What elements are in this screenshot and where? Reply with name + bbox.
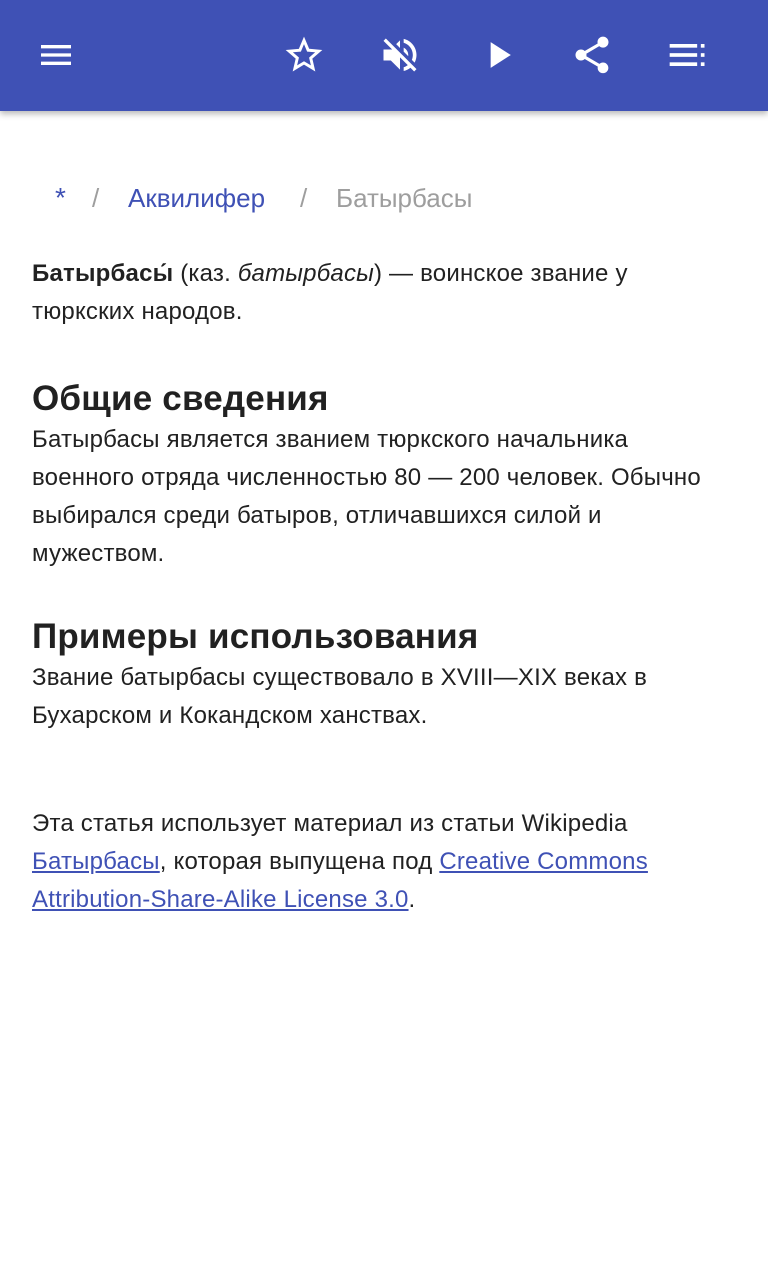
menu-icon — [36, 35, 76, 75]
breadcrumb-parent-link[interactable]: Аквилифер — [128, 183, 266, 213]
contents-button[interactable] — [658, 25, 718, 85]
breadcrumb-separator: / — [92, 183, 100, 213]
wikipedia-article-link[interactable]: Батырбасы — [32, 848, 160, 875]
license-text: Эта статья использует материал из статьи Wikipedia — [32, 810, 628, 837]
play-button[interactable] — [468, 25, 528, 85]
license-text: , которая выпущена под — [159, 848, 440, 875]
license-text: . — [408, 886, 416, 913]
article-term: Батырбасы́ — [32, 260, 174, 287]
breadcrumb-separator: / — [300, 183, 308, 213]
breadcrumb-root-link[interactable]: * — [55, 182, 66, 213]
share-button[interactable] — [562, 25, 622, 85]
star-outline-icon — [282, 33, 326, 77]
section-heading: Общие сведения — [32, 379, 329, 418]
license-notice — [32, 805, 736, 919]
license-link[interactable]: Creative Commons Attribution-Share-Alike License 3.0 — [32, 848, 648, 913]
breadcrumb-current: Батырбасы — [336, 183, 473, 213]
section-paragraph: Батырбасы является званием тюркского начальника военного отряда численностью 80 — 200 человек. Обычно выбирался среди батыров, отличавшихся силой и мужеством. — [32, 426, 701, 567]
menu-button[interactable] — [26, 25, 86, 85]
article-intro — [32, 255, 736, 331]
app-toolbar — [0, 0, 768, 111]
article-content — [32, 255, 736, 919]
favorite-button[interactable] — [274, 25, 334, 85]
breadcrumb — [0, 178, 768, 222]
mute-button[interactable] — [370, 25, 430, 85]
share-icon — [570, 33, 614, 77]
volume-off-icon — [378, 33, 422, 77]
section-paragraph: Звание батырбасы существовало в XVIII—XIX веках в Бухарском и Кокандском ханствах. — [32, 664, 648, 729]
play-icon — [476, 33, 520, 77]
playlist-icon — [666, 33, 710, 77]
kazakh-term: батырбасы — [237, 260, 374, 287]
intro-text: (каз. — [173, 260, 238, 287]
intro-text: ) — воинское звание у тюркских народов. — [32, 260, 628, 325]
section-heading: Примеры использования — [32, 617, 479, 656]
